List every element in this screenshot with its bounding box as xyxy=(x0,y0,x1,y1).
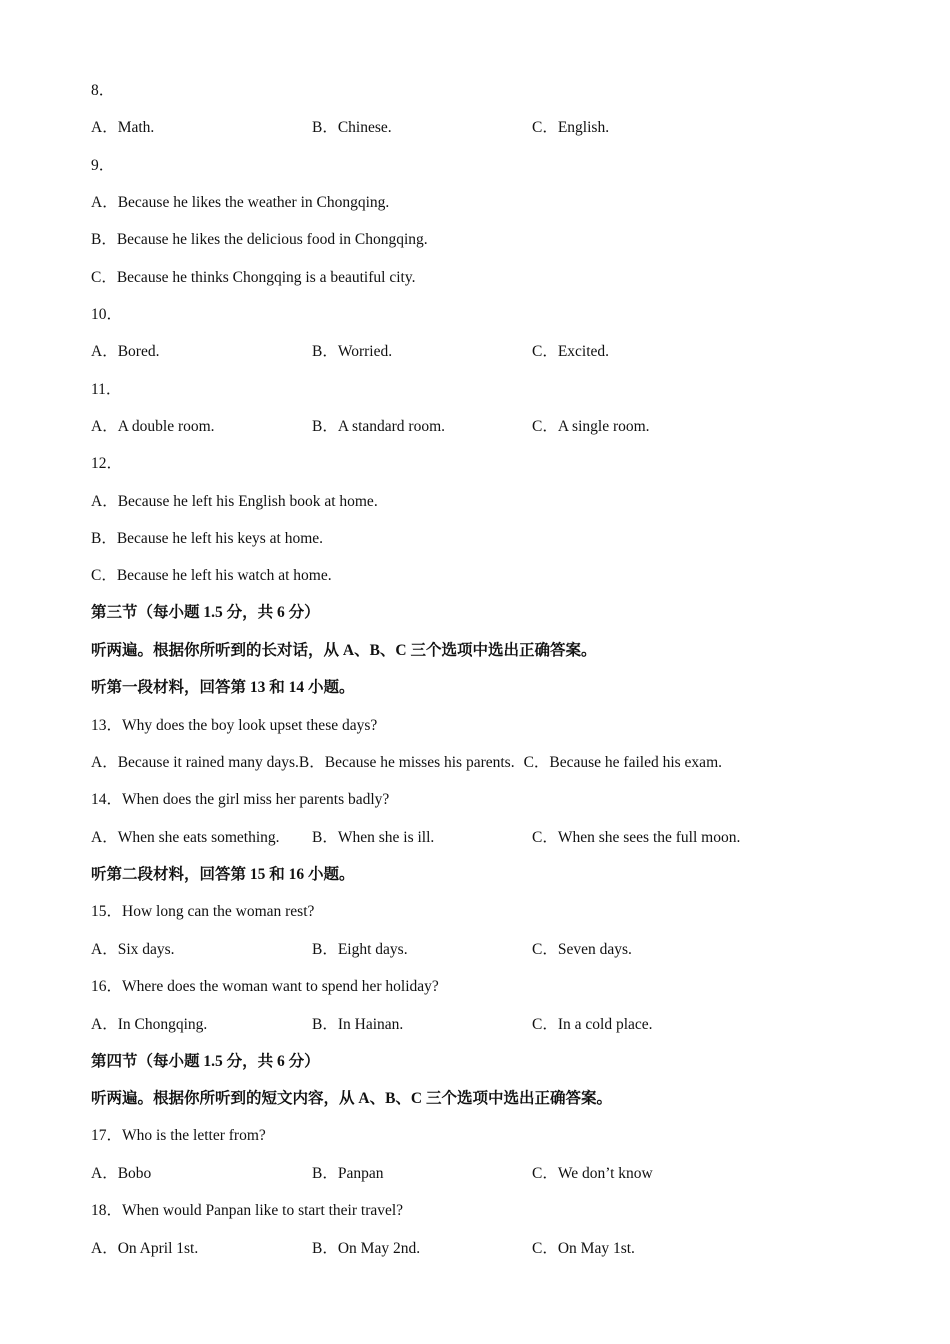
question-16-options xyxy=(91,1013,891,1037)
question-9-number: 9． xyxy=(91,157,115,174)
option-a: A．Six days. xyxy=(91,941,175,958)
option-c: C．Seven days. xyxy=(532,941,632,958)
option-a: A．On April 1st. xyxy=(91,1240,199,1257)
question-11-number: 11． xyxy=(91,381,122,398)
option-a: A．In Chongqing. xyxy=(91,1016,208,1033)
question-17-stem: 17．Who is the letter from? xyxy=(91,1127,266,1144)
option-a: A．Bored. xyxy=(91,343,160,360)
question-12-number: 12． xyxy=(91,455,123,472)
question-18-options xyxy=(91,1237,891,1261)
option-a: A．Math. xyxy=(91,119,155,136)
option-a: A．Because he likes the weather in Chongqing. xyxy=(91,194,390,211)
option-c: C．When she sees the full moon. xyxy=(532,829,741,846)
section-3-part-1: 听第一段材料，回答第 13 和 14 小题。 xyxy=(91,679,355,696)
option-b: B．In Hainan. xyxy=(312,1016,404,1033)
option-b: B．On May 2nd. xyxy=(312,1240,421,1257)
question-17-options xyxy=(91,1162,891,1186)
question-15-options xyxy=(91,938,891,962)
section-3-title: 第三节（每小题 1.5 分，共 6 分） xyxy=(91,604,320,621)
option-a: A．Because he left his English book at home. xyxy=(91,493,378,510)
option-c: C．A single room. xyxy=(532,418,650,435)
section-3-instruction: 听两遍。根据你所听到的长对话，从 A、B、C 三个选项中选出正确答案。 xyxy=(91,642,597,659)
question-10-number: 10． xyxy=(91,306,123,323)
option-a: A．When she eats something. xyxy=(91,829,280,846)
question-15-stem: 15．How long can the woman rest? xyxy=(91,903,315,920)
option-b: B．A standard room. xyxy=(312,418,446,435)
option-c: C．Because he failed his exam. xyxy=(523,754,722,771)
section-4-instruction: 听两遍。根据你所听到的短文内容，从 A、B、C 三个选项中选出正确答案。 xyxy=(91,1090,612,1107)
option-c: C．We don’t know xyxy=(532,1165,653,1182)
option-a: A．A double room. xyxy=(91,418,215,435)
option-a: A．Because it rained many days. xyxy=(91,754,299,771)
section-4-title: 第四节（每小题 1.5 分，共 6 分） xyxy=(91,1053,320,1070)
option-c: C．Because he thinks Chongqing is a beautiful city. xyxy=(91,269,416,286)
question-11-options xyxy=(91,415,891,439)
option-b: B．Chinese. xyxy=(312,119,392,136)
option-c: C．In a cold place. xyxy=(532,1016,653,1033)
option-b: B．Panpan xyxy=(312,1165,384,1182)
option-c: C．Excited. xyxy=(532,343,610,360)
question-14-stem: 14．When does the girl miss her parents badly? xyxy=(91,791,390,808)
option-b: B．Eight days. xyxy=(312,941,408,958)
section-3-part-2: 听第二段材料，回答第 15 和 16 小题。 xyxy=(91,866,355,883)
option-b: B．Because he left his keys at home. xyxy=(91,530,324,547)
option-c: C．Because he left his watch at home. xyxy=(91,567,332,584)
question-8-number: 8． xyxy=(91,82,115,99)
option-c: C．On May 1st. xyxy=(532,1240,635,1257)
option-b: B．Because he likes the delicious food in Chongqing. xyxy=(91,231,428,248)
question-16-stem: 16．Where does the woman want to spend her holiday? xyxy=(91,978,439,995)
question-8-options xyxy=(91,116,891,140)
question-13-options xyxy=(91,751,722,775)
question-18-stem: 18．When would Panpan like to start their travel? xyxy=(91,1202,404,1219)
question-10-options xyxy=(91,340,891,364)
option-a: A．Bobo xyxy=(91,1165,152,1182)
question-13-stem: 13．Why does the boy look upset these days? xyxy=(91,717,378,734)
question-14-options xyxy=(91,826,891,850)
option-b: B．Because he misses his parents. xyxy=(298,754,515,771)
option-c: C．English. xyxy=(532,119,610,136)
option-b: B．Worried. xyxy=(312,343,393,360)
option-b: B．When she is ill. xyxy=(312,829,435,846)
